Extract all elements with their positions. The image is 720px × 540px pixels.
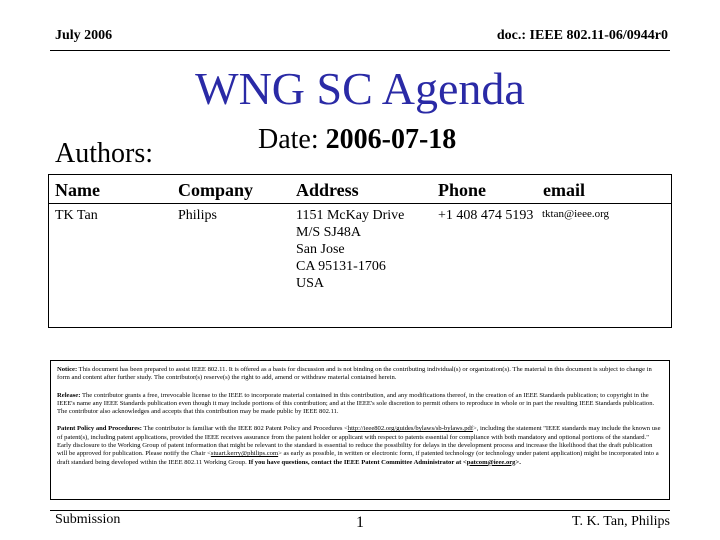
slide-title: WNG SC Agenda (195, 63, 525, 114)
authors-label: Authors: (55, 138, 153, 169)
chair-email-link[interactable]: stuart.kerry@philips.com (210, 450, 279, 458)
column-header-email: email (543, 180, 585, 200)
cell-email: tktan@ieee.org (542, 208, 610, 220)
release-text: The contributor grants a free, irrevocable license to the IEEE to incorporate material contained in this contribution, and any modifications thereof, in the creation of an IEEE Standards publication; to copyright in the IEEE's name any IEEE Standards publication even though it may include portions of this contribution; and at the IEEE's sole discretion to permit others to reproduce in whole or in part the resulting IEEE Standards publication. The contributor also acknowledges and accepts that this contribution may be made public by IEEE 802.11. (57, 391, 655, 416)
address-line: CA 95131-1706 (296, 259, 386, 274)
notice-paragraph (57, 366, 663, 383)
patent-label: Patent Policy and Procedures: (57, 425, 142, 433)
date-value: 2006-07-18 (325, 124, 457, 155)
address-line: 1151 McKay Drive (296, 208, 405, 223)
cell-name: TK Tan (55, 208, 98, 223)
ieee-notice-box (50, 360, 670, 500)
patent-text: The contributor is familiar with the IEEE 802 Patent Policy and Procedures < (143, 425, 348, 433)
patent-text: >, including the statement "IEEE standards may include the known use of patent(s), including patent applications, provided the IEEE receives assurance from the patent holder or applicant with respect to patents essential for compliance with both mandatory and optional portions of the standard." Early disclosure to the Working Group of patent information that might be relevant to the standard is essential to reduce the possibility for delays in the development process and increase the likelihood that the draft publication will be approved for publication. Please notify the Chair < (57, 425, 661, 458)
release-paragraph (57, 392, 663, 417)
admin-email-link[interactable]: patcom@ieee.org (466, 458, 516, 466)
footer-page-number: 1 (356, 514, 364, 531)
footer-divider (50, 510, 670, 511)
column-header-address: Address (296, 180, 359, 200)
cell-address (296, 207, 404, 292)
header-doc-id: doc.: IEEE 802.11-06/0944r0 (496, 28, 668, 43)
address-line: USA (296, 276, 325, 291)
cell-phone: +1 408 474 5193 (438, 208, 534, 223)
patent-contact-end: >. (515, 458, 521, 466)
column-header-phone: Phone (438, 180, 487, 200)
footer-author: T. K. Tan, Philips (571, 514, 670, 529)
header-divider (50, 50, 670, 51)
column-header-name: Name (55, 180, 100, 200)
patent-contact-text: If you have questions, contact the IEEE Patent Committee Administrator at < (248, 458, 467, 466)
patent-paragraph (57, 425, 663, 466)
footer-submission: Submission (55, 512, 121, 527)
date-label: Date: (258, 124, 319, 155)
cell-company: Philips (178, 208, 217, 223)
date-line (258, 124, 456, 156)
column-header-company: Company (178, 180, 254, 200)
release-label: Release: (57, 391, 81, 399)
table-header-divider (48, 203, 671, 204)
header-date: July 2006 (55, 28, 113, 43)
notice-text: This document has been prepared to assist IEEE 802.11. It is offered as a basis for discussion and is not binding on the contributing individual(s) or organization(s). The material in this document is subject to change in form and content after further study. The contributor(s) reserve(s) the right to add, amend or withdraw material contained herein. (57, 366, 652, 382)
notice-label: Notice: (57, 366, 78, 373)
address-line: M/S SJ48A (296, 225, 361, 240)
patent-policy-link[interactable]: http://ieee802.org/guides/bylaws/sb-bylaws.pdf (347, 425, 474, 433)
address-line: San Jose (296, 242, 345, 257)
patent-text: > as early as possible, in written or electronic form, if patented technology (or technology under patent application) might be incorporated into a draft standard being developed within the IEEE 802.11 Working Group. (57, 450, 659, 466)
